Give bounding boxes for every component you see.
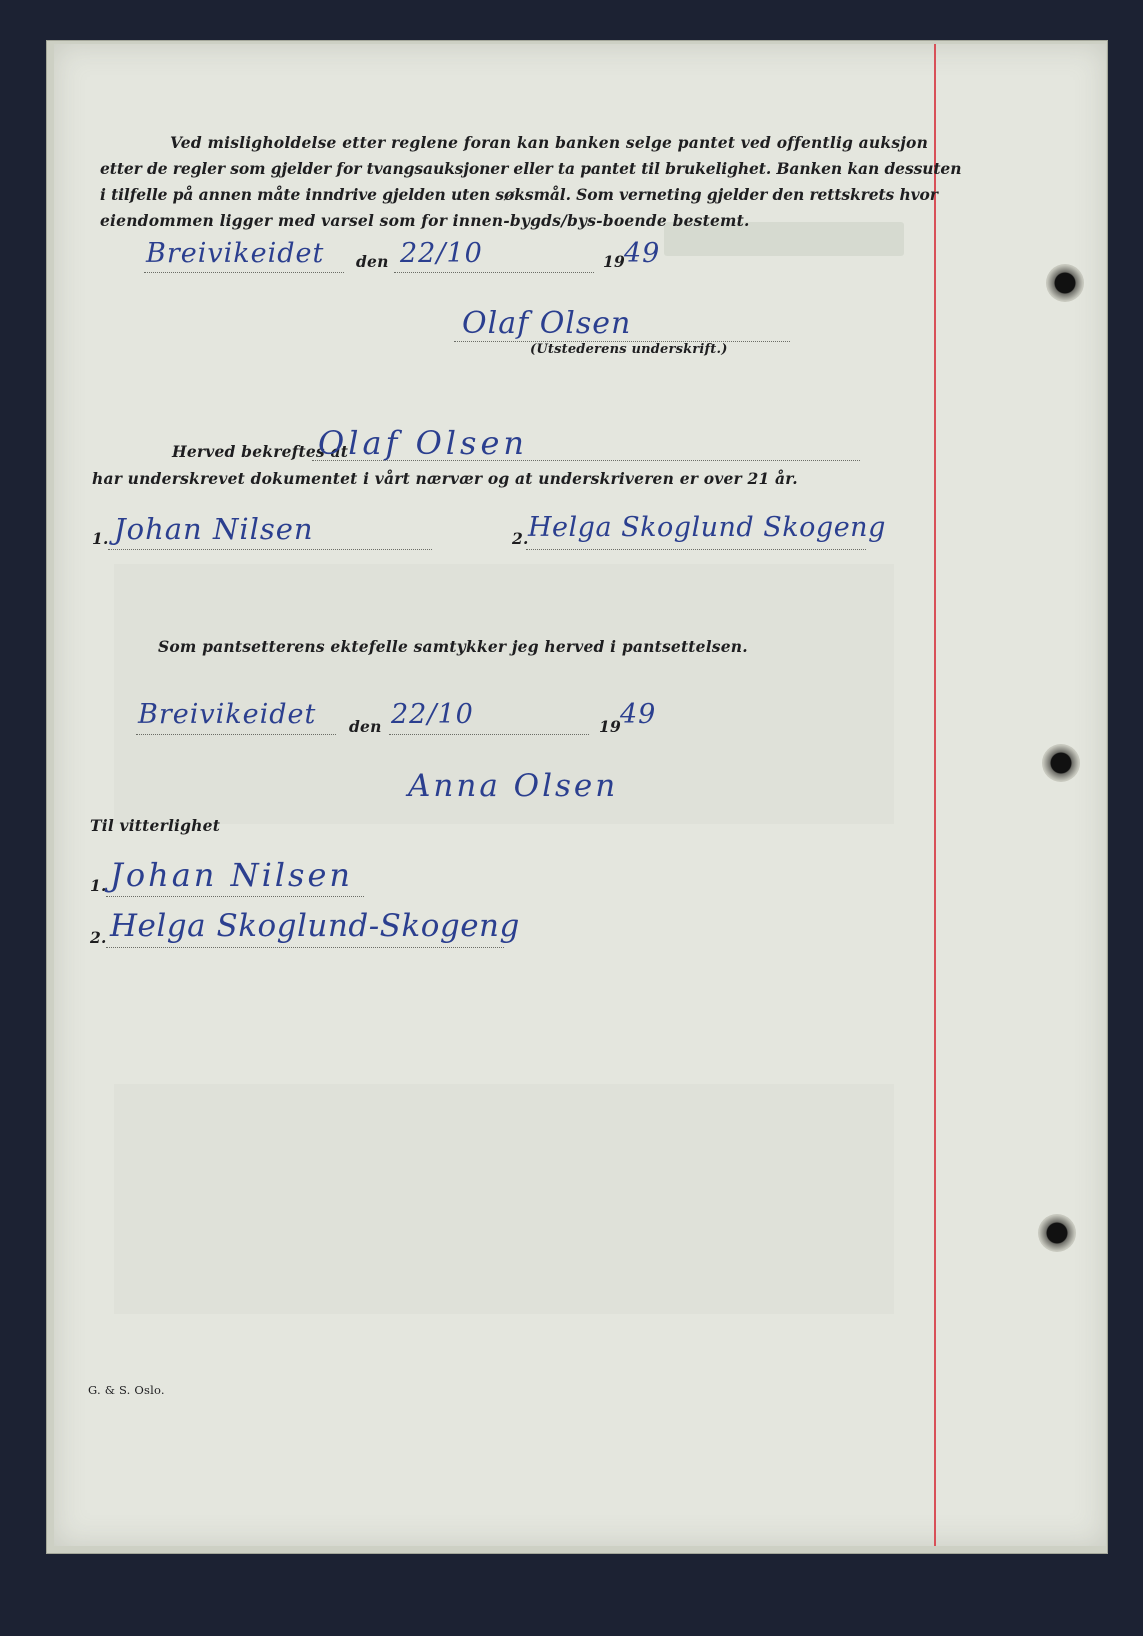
punch-hole-top <box>1046 264 1084 302</box>
witness-section-1-number: 1. <box>90 876 107 895</box>
issue-place-line <box>144 272 344 273</box>
witness-2-name: Helga Skoglund Skogeng <box>528 512 886 543</box>
consent-date: 22/10 <box>391 699 474 730</box>
document-page <box>54 44 1106 1546</box>
witness-section-1-name: Johan Nilsen <box>110 856 353 894</box>
consent-signature: Anna Olsen <box>408 768 619 804</box>
witness-section-2-number: 2. <box>90 928 107 947</box>
issue-date-line <box>394 272 594 273</box>
witness-section-label: Til vitterlighet <box>90 816 221 835</box>
punch-hole-bottom <box>1038 1214 1076 1252</box>
paragraph-line-1: Ved misligholdelse etter reglene foran kan banken selge pantet ved offentlig auksjon <box>170 133 929 152</box>
red-margin-line <box>934 44 936 1546</box>
paragraph-line-4: eiendommen ligger med varsel som for innen-bygds/bys-boende bestemt. <box>100 211 750 230</box>
witness-section-2-name: Helga Skoglund-Skogeng <box>110 908 520 944</box>
confirmation-name-line <box>312 460 860 461</box>
witness-1-number: 1. <box>92 529 109 548</box>
confirmation-name: Olaf Olsen <box>318 424 528 462</box>
bleed-through-block-lower <box>114 1084 894 1314</box>
issue-den-label: den <box>356 252 389 271</box>
witness-1-name: Johan Nilsen <box>114 512 314 546</box>
witness-section-2-line <box>106 947 504 948</box>
consent-year-prefix: 19 <box>599 717 621 736</box>
witness-2-number: 2. <box>512 529 529 548</box>
witness-1-line <box>108 549 432 550</box>
issue-year-suffix: 49 <box>624 238 661 269</box>
consent-place-line <box>136 734 336 735</box>
issue-date: 22/10 <box>400 238 483 269</box>
consent-date-line <box>389 734 589 735</box>
printer-footer: G. & S. Oslo. <box>88 1383 165 1397</box>
consent-year-suffix: 49 <box>620 699 657 730</box>
consent-den-label: den <box>349 717 382 736</box>
issue-year-prefix: 19 <box>603 252 625 271</box>
confirmation-lead: Herved bekreftes at <box>172 442 349 461</box>
witness-2-line <box>526 549 866 550</box>
confirmation-text: har underskrevet dokumentet i vårt nærvær og at underskriveren er over 21 år. <box>92 469 798 488</box>
consent-place: Breivikeidet <box>138 699 317 730</box>
issue-place: Breivikeidet <box>146 238 325 269</box>
issuer-caption: (Utstederens underskrift.) <box>530 342 728 357</box>
paragraph-line-3: i tilfelle på annen måte inndrive gjelden uten søksmål. Som verneting gjelder den rettskrets hvor <box>100 185 938 204</box>
witness-section-1-line <box>106 896 364 897</box>
punch-hole-middle <box>1042 744 1080 782</box>
paragraph-line-2: etter de regler som gjelder for tvangsauksjoner eller ta pantet til brukelighet. Banken kan dessuten <box>100 159 962 178</box>
issuer-signature: Olaf Olsen <box>462 306 632 341</box>
consent-text: Som pantsetterens ektefelle samtykker jeg herved i pantsettelsen. <box>158 637 748 656</box>
